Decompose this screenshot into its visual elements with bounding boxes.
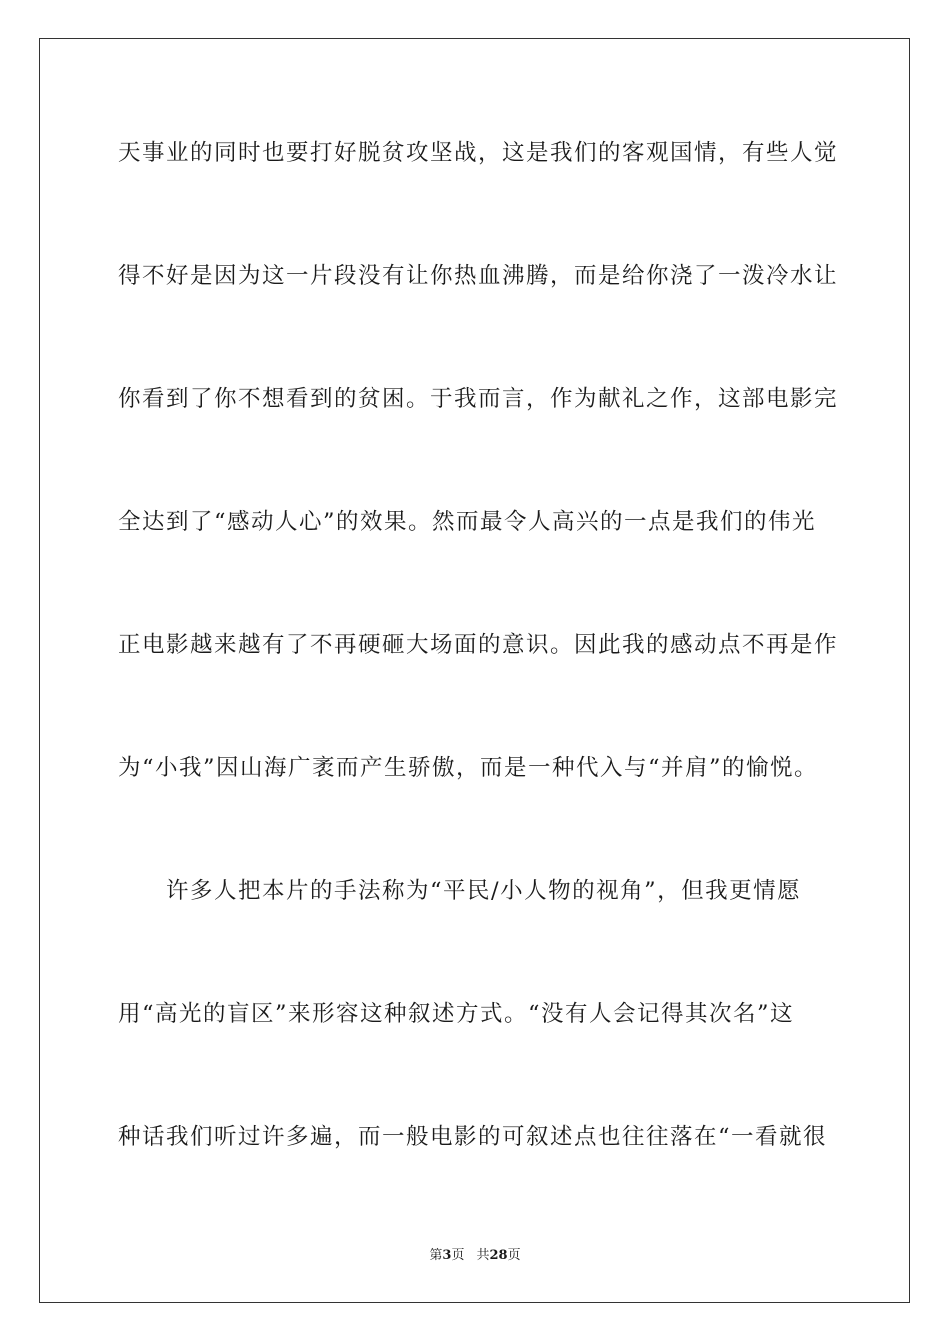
text-line: 全达到了“感动人心”的效果。然而最令人高兴的一点是我们的伟光 (118, 509, 817, 535)
page-suffix: 页 (451, 1248, 465, 1263)
text-line: 种话我们听过许多遍，而一般电影的可叙述点也往往落在“一看就很 (118, 1124, 828, 1150)
total-prefix: 共 (476, 1248, 490, 1263)
text-line: 你看到了你不想看到的贫困。于我而言，作为献礼之作，这部电影完 (118, 386, 839, 412)
page-border (39, 38, 910, 1303)
page-footer (0, 1247, 950, 1265)
page-prefix: 第 (429, 1248, 443, 1263)
text-line: 天事业的同时也要打好脱贫攻坚战，这是我们的客观国情，有些人觉 (118, 140, 839, 166)
text-line: 正电影越来越有了不再硬砸大场面的意识。因此我的感动点不再是作 (118, 632, 839, 658)
text-line: 得不好是因为这一片段没有让你热血沸腾，而是给你浇了一泼冷水让 (118, 263, 839, 289)
page-number: 3 (442, 1248, 452, 1263)
total-suffix: 页 (507, 1248, 521, 1263)
total-pages: 28 (489, 1248, 508, 1263)
paragraph-first-line: 许多人把本片的手法称为“平民/小人物的视角”，但我更情愿 (166, 878, 802, 904)
text-line: 用“高光的盲区”来形容这种叙述方式。“没有人会记得其次名”这 (118, 1001, 795, 1027)
text-line: 为“小我”因山海广袤而产生骄傲，而是一种代入与“并肩”的愉悦。 (118, 755, 819, 781)
